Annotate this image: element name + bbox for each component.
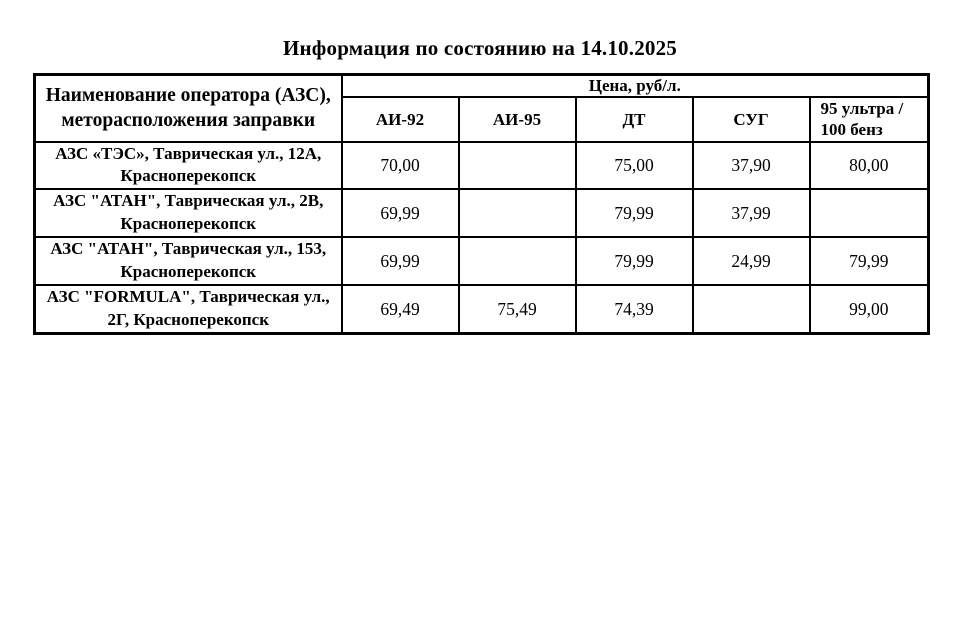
header-cell-sug: СУГ	[693, 97, 810, 142]
fuel-price-table	[33, 73, 930, 335]
table-row	[35, 285, 929, 333]
cell-price-ultra: 79,99	[810, 237, 929, 285]
table-row	[35, 189, 929, 237]
header-cell-price-group: Цена, руб/л.	[342, 75, 929, 98]
cell-station-name: АЗС «ТЭС», Таврическая ул., 12А, Красноперекопск	[35, 142, 342, 190]
cell-station-name: АЗС "АТАН", Таврическая ул., 153, Красноперекопск	[35, 237, 342, 285]
cell-price-ai95	[459, 237, 576, 285]
cell-price-ai92: 69,99	[342, 237, 459, 285]
cell-price-dt: 79,99	[576, 237, 693, 285]
header-row-top	[35, 75, 929, 98]
cell-price-ai95	[459, 189, 576, 237]
cell-price-dt: 79,99	[576, 189, 693, 237]
cell-price-ultra: 99,00	[810, 285, 929, 333]
cell-price-dt: 75,00	[576, 142, 693, 190]
header-cell-ai95: АИ-95	[459, 97, 576, 142]
header-cell-dt: ДТ	[576, 97, 693, 142]
cell-price-ultra	[810, 189, 929, 237]
cell-station-name: АЗС "FORMULA", Таврическая ул., 2Г, Красноперекопск	[35, 285, 342, 333]
cell-price-ai95	[459, 142, 576, 190]
cell-station-name: АЗС "АТАН", Таврическая ул., 2В, Красноперекопск	[35, 189, 342, 237]
cell-price-ai92: 69,99	[342, 189, 459, 237]
cell-price-sug: 37,90	[693, 142, 810, 190]
cell-price-sug: 37,99	[693, 189, 810, 237]
table-header	[35, 75, 929, 142]
table-body	[35, 142, 929, 334]
table-container	[0, 73, 960, 335]
page-title: Информация по состоянию на 14.10.2025	[282, 36, 678, 60]
header-cell-ultra95-100: 95 ультра / 100 бенз	[810, 97, 929, 142]
cell-price-ai95: 75,49	[459, 285, 576, 333]
cell-price-ai92: 70,00	[342, 142, 459, 190]
header-cell-ai92: АИ-92	[342, 97, 459, 142]
header-cell-station-name: Наименование оператора (АЗС), меторасположения заправки	[35, 75, 342, 142]
cell-price-sug: 24,99	[693, 237, 810, 285]
table-row	[35, 237, 929, 285]
cell-price-sug	[693, 285, 810, 333]
cell-price-dt: 74,39	[576, 285, 693, 333]
cell-price-ai92: 69,49	[342, 285, 459, 333]
cell-price-ultra: 80,00	[810, 142, 929, 190]
table-row	[35, 142, 929, 190]
